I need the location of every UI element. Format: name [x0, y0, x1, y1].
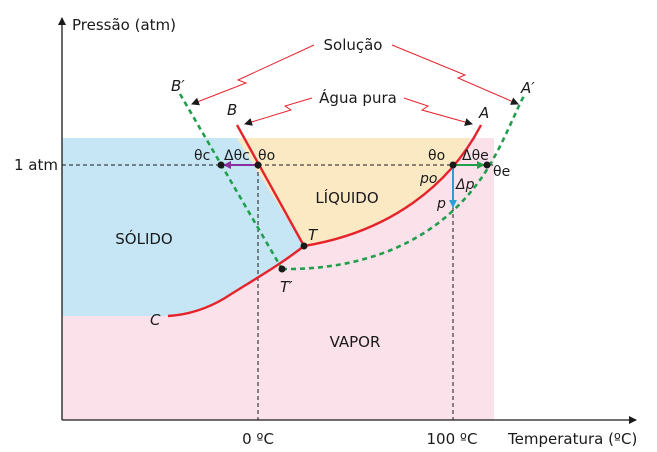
- pure-water-label: Água pura: [319, 89, 397, 107]
- point-theta-o-right: [450, 162, 457, 169]
- x-tick-0c: 0 ºC: [242, 430, 274, 448]
- label-p-o: po: [420, 171, 438, 187]
- label-a-prime: A′: [521, 79, 535, 97]
- label-theta-c: θc: [194, 148, 211, 164]
- pure-water-callout-right: [404, 98, 472, 124]
- label-delta-p: Δp: [456, 177, 475, 193]
- label-theta-o-left: θo: [258, 148, 276, 164]
- label-t-prime: T′: [280, 278, 293, 296]
- x-tick-100c: 100 ºC: [426, 430, 478, 448]
- label-b-prime: B′: [171, 77, 185, 95]
- x-axis-label: Temperatura (ºC): [508, 430, 638, 448]
- label-b: B: [227, 101, 238, 119]
- label-t: T: [308, 226, 318, 244]
- label-c: C: [150, 311, 161, 329]
- point-triple-t-prime: [279, 266, 286, 273]
- label-p: p: [437, 196, 446, 212]
- solution-callout-right: [392, 45, 518, 104]
- label-theta-o-right: θo: [428, 148, 446, 164]
- liquid-label: LÍQUIDO: [315, 189, 379, 207]
- y-tick-1atm: 1 atm: [14, 156, 58, 174]
- vapor-label: VAPOR: [329, 333, 381, 351]
- solution-label: Solução: [323, 36, 383, 54]
- label-theta-e: θe: [493, 164, 511, 180]
- pure-water-callout-left: [245, 98, 312, 124]
- label-delta-theta-c: Δθc: [224, 148, 250, 164]
- y-axis-label: Pressão (atm): [72, 16, 177, 34]
- point-triple-t: [301, 243, 308, 250]
- solid-label: SÓLIDO: [115, 230, 173, 248]
- solution-callout-left: [192, 45, 314, 104]
- label-a: A: [479, 104, 490, 122]
- label-delta-theta-e: Δθe: [462, 148, 489, 164]
